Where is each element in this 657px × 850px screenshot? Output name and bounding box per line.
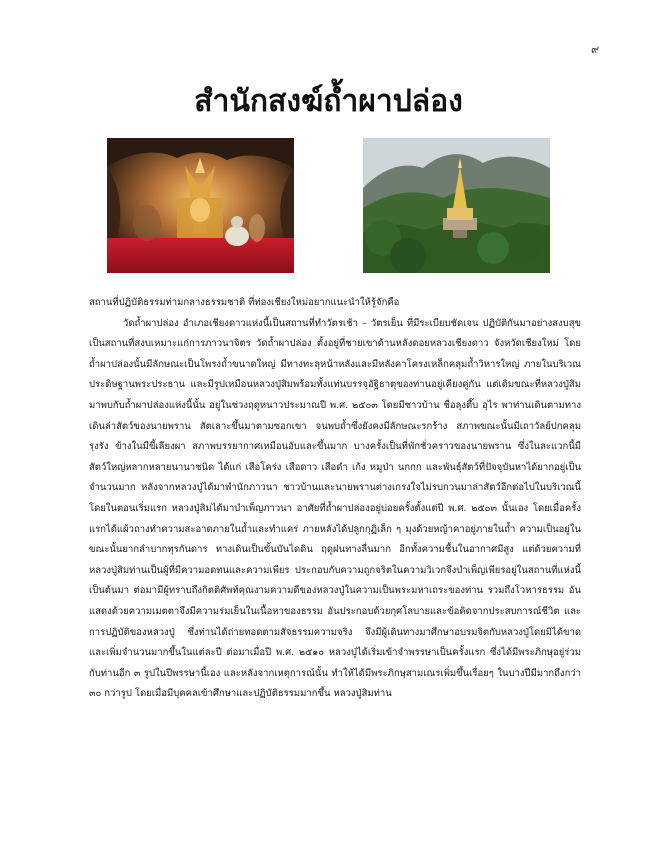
page-title: สำนักสงฆ์ถ้ำผาปล่อง [194, 84, 463, 119]
pagoda-forest-image [363, 138, 550, 273]
page-number: ๙ [590, 43, 599, 56]
pagoda-forest-photo [363, 138, 550, 273]
main-paragraph: วัดถ้ำผาปล่อง อำเภอเชียงดาวแห่งนี้เป็นสถานที่ทำวัตรเช้า – วัตรเย็น ที่มีระเบียบชัดเจน ปฏิบัติกันมาอย่างสงบสุข เป็นสถานที่สงบเหมาะแก่การภาวนาจิตร วัดถ้ำผาปล่อง ตั้งอยู่ที่ชายเขาด้านหลังดอยหลวงเชียงดาว จังหวัดเชียงใหม่ โดยถ้ำผาปล่องนั้นมีลักษณะเป็นโพรงถ้ำขนาดใหญ่ มีทางทะลุหน้าหลังและมีหลังคาโครงเหล็กคลุมถ้ำวิหารใหญ่ ภายในบริเวณประดิษฐานพระประธาน และมีรูปเหมือนหลวงปู่สิมพร้อมทั้งแท่นบรรจุอัฐิธาตุของท่านอยู่เคียงคู่กัน แต่เดิมขณะที่หลวงปู่สิมมาพบกับถ้ำผาปล่องแห่งนี้นั้น อยู่ในช่วงฤดูหนาวประมาณปี พ.ศ. ๒๕๐๓ โดยมีชาวบ้าน ชื่อลุงตึ๊บ อุไร พาท่านเดินตามทางเดินล่าสัตว์ของนายพราน สัตเลาะขึ้นมาตามซอกเขา จนพบถ้ำซึ่งยังคงมีลักษณะรกร้าง สภาพขณะนั้นมีเถาวัลย์ปกคลุมรุงรัง ข้างในมีขี้เลียงผา สภาพบรรยากาศเหมือนอับและขึ้นมาก บางครั้งเป็นที่พักชั่วคราวของนายพราน ซึ่งในละแวกนี้มีสัตว์ใหญ่หลากหลายนานาชนิด ได้แก่ เสือโคร่ง เสือดาว เสือดำ เก้ง หมูป่า นกกก และพันธุ์สัตว์ที่ปัจจุบันหาได้ยากอยู่เป็นจำนวนมาก หลังจากหลวงปู่ได้มาพำนักภาวนา ชาวบ้านและนายพรานต่างเกรงใจไม่รบกวนมาล่าสัตว์อีกต่อไปในบริเวณนี้ โดยในตอนเริ่มแรก หลวงปู่สิมได้มาบำเพ็ญภาวนา อาศัยที่ถ้ำผาปล่องอยู่บ่อยครั้งตั้งแต่ปี พ.ศ. ๒๕๐๓ นั้นเอง โดยเมื่อครั้งแรกได้แผ้วถางทำความสะอาดภายในถ้ำและทำแคร่ ภายหลังได้ปลูกกุฏิเล็ก ๆ มุงด้วยหญ้าคาอยู่ภายในถ้ำ ความเป็นอยู่ในขณะนั้นยากลำบากทุรกันดาร ทางเดินเป็นขั้นบันไดดิน ฤดูฝนทางลื่นมาก อีกทั้งความชื้นในอากาศมีสูง แต่ด้วยความที่หลวงปู่สิมท่านเป็นผู้ที่มีความอดทนและความเพียร ประกอบกับความถูกจริตในความวิเวกจึงบำเพ็ญเพียรอยู่ในสถานที่แห่งนี้เป็นต้นมา ต่อมามีผู้ทราบถึงกิตติศัพท์คุณงามความดีของหลวงปู่ในความเป็นพระมหาเถระของท่าน รวมถึงโวหารธรรม อันแสดงด้วยความเมตตาจึงมีความร่มเย็นในเนื้อหาของธรรม อันประกอบด้วยกุศโลบายและข้อคิดจากประสบการณ์ชีวิต และการปฏิบัติของหลวงปู่ ซึ่งท่านได้ถ่ายทอดตามสัจธรรมความจริง จึงมีผู้เดินทางมาศึกษาอบรมจิตกับหลวงปู่โดยมิได้ขาด และเพิ่มจำนวนมากขึ้นในแต่ละปี ต่อมาเมื่อปี พ.ศ. ๒๕๑๐ หลวงปู่ได้เริ่มเข้าจำพรรษาเป็นครั้งแรก ซึ่งได้มีพระภิกษุอยู่ร่วมกับท่านอีก ๓ รูปในปีพรรษานี้เอง และหลังจากเหตุการณ์นั้น ทำให้ได้มีพระภิกษุสามเณรเพิ่มขึ้นเรื่อยๆ ในบางปีมีมากถึงกว่า ๓๐ กว่ารูป โดยเมื่อมีบุคคลเข้าศึกษาและปฏิบัติธรรมมากขึ้น หลวงปู่สิมท่าน [89, 317, 581, 700]
body-text [89, 293, 581, 705]
cave-shrine-photo [107, 138, 294, 273]
lead-sentence: สถานที่ปฏิบัติธรรมท่ามกลางธรรมชาติ ที่ท่องเชียงใหม่อยากแนะนำให้รู้จักคือ [89, 297, 400, 308]
cave-shrine-image [107, 138, 294, 273]
